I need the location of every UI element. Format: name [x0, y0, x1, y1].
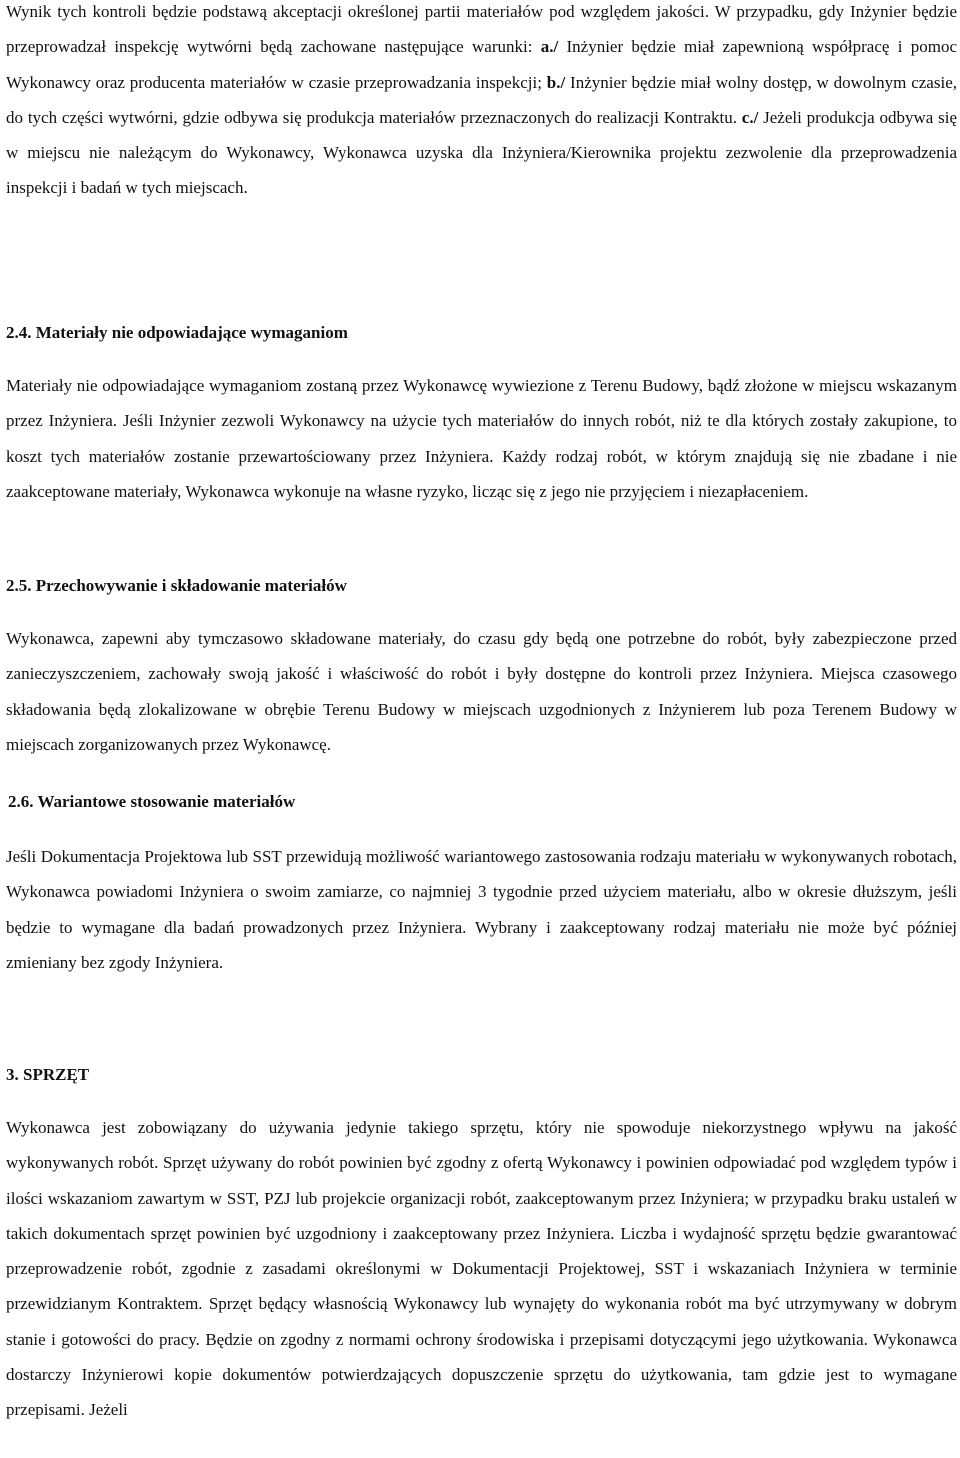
paragraph-2-6: Jeśli Dokumentacja Projektowa lub SST przewidują możliwość wariantowego zastosowania rodzaju materiału w wykonywanych robotach, Wykonawca powiadomi Inżyniera o swoim zamiarze, co najmniej 3 tygodnie przed użyciem materiału, albo w okresie dłuższym, jeśli będzie to wymagane dla badań prowadzonych przez Inżyniera. Wybrany i zaakceptowany rodzaj materiału nie może być później zmieniany bez zgody Inżyniera.	[6, 847, 957, 972]
list-marker-a: a./	[540, 37, 559, 57]
intro-text-1: Wynik tych kontroli będzie podstawą akceptacji określonej partii materiałów pod względem jakości. W przypadku, gdy Inżynier będzie przeprowadzał inspekcję wytwórni będą zachowane następujące warunki:	[6, 2, 957, 57]
intro-text-3: Inżynier będzie miał wolny dostęp, w dowolnym czasie, do tych części wytwórni, gdzie odbywa się produkcja materiałów przeznaczonych do realizacji Kontraktu.	[6, 72, 957, 127]
paragraph-3: Wykonawca jest zobowiązany do używania jedynie takiego sprzętu, który nie spowoduje niekorzystnego wpływu na jakość wykonywanych robót. Sprzęt używany do robót powinien być zgodny z ofertą Wykonawcy i powinien odpowiadać pod względem typów i ilości wskazaniom zawartym w SST, PZJ lub projekcie organizacji robót, zaakceptowanym przez Inżyniera; w przypadku braku ustaleń w takich dokumentach sprzęt powinien być uzgodniony i zaakceptowany przez Inżyniera. Liczba i wydajność sprzętu będzie gwarantować przeprowadzenie robót, zgodnie z zasadami określonymi w Dokumentacji Projektowej, SST i wskazaniach Inżyniera w terminie przewidzianym Kontraktem. Sprzęt będący własnością Wykonawcy lub wynajęty do wykonania robót ma być utrzymywany w dobrym stanie i gotowości do pracy. Będzie on zgodny z normami ochrony środowiska i przepisami dotyczącymi jego użytkowania. Wykonawca dostarczy Inżynierowi kopie dokumentów potwierdzających dopuszczenie sprzętu do użytkowania, tam gdzie jest to wymagane przepisami. Jeżeli	[6, 1118, 957, 1420]
list-marker-b: b./	[546, 72, 566, 92]
heading-2-5: 2.5. Przechowywanie i składowanie materiałów	[6, 576, 347, 595]
intro-text-4: Jeżeli produkcja odbywa się w miejscu nie należącym do Wykonawcy, Wykonawca uzyska dla Inżyniera/Kierownika projektu zezwolenie dla przeprowadzenia inspekcji i badań w tych miejscach.	[6, 107, 957, 198]
paragraph-2-4: Materiały nie odpowiadające wymaganiom zostaną przez Wykonawcę wywiezione z Terenu Budowy, bądź złożone w miejscu wskazanym przez Inżyniera. Jeśli Inżynier zezwoli Wykonawcy na użycie tych materiałów do innych robót, niż te dla których zostały zakupione, to koszt tych materiałów zostanie przewartościowany przez Inżyniera. Każdy rodzaj robót, w którym znajdują się nie zbadane i nie zaakceptowane materiały, Wykonawca wykonuje na własne ryzyko, licząc się z jego nie przyjęciem i niezapłaceniem.	[6, 376, 957, 501]
paragraph-material-inspection	[6, 0, 957, 206]
list-marker-c: c./	[741, 107, 759, 127]
heading-2-4: 2.4. Materiały nie odpowiadające wymaganiom	[6, 323, 348, 342]
heading-2-6: 2.6. Wariantowe stosowanie materiałów	[8, 792, 296, 811]
intro-text-2: Inżynier będzie miał zapewnioną współpracę i pomoc Wykonawcy oraz producenta materiałów w czasie przeprowadzania inspekcji;	[6, 37, 957, 92]
paragraph-2-5: Wykonawca, zapewni aby tymczasowo składowane materiały, do czasu gdy będą one potrzebne do robót, były zabezpieczone przed zanieczyszczeniem, zachowały swoją jakość i właściwość do robót i były dostępne do kontroli przez Inżyniera. Miejsca czasowego składowania będą zlokalizowane w obrębie Terenu Budowy w miejscach uzgodnionych z Inżynierem lub poza Terenem Budowy w miejscach zorganizowanych przez Wykonawcę.	[6, 629, 957, 754]
heading-3: 3. SPRZĘT	[6, 1065, 90, 1084]
